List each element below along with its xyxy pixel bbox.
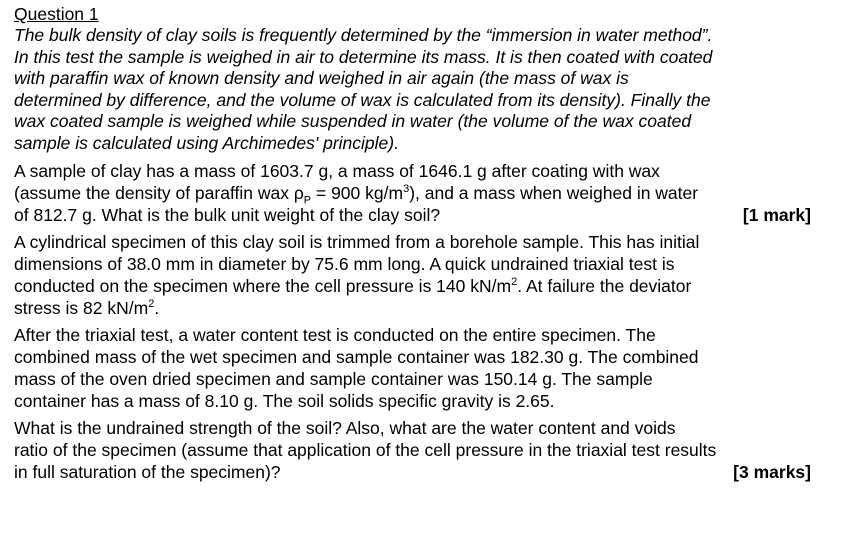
intro-line: with paraffin wax of known density and weighed in air again (the mass of wax is xyxy=(14,68,629,88)
part1-line xyxy=(14,204,811,226)
text-run: = 900 kg/m xyxy=(311,183,404,203)
superscript: 3 xyxy=(403,183,410,196)
superscript: 2 xyxy=(148,298,155,311)
intro-paragraph xyxy=(14,25,824,154)
part2-line xyxy=(14,275,824,297)
text-run: conducted on the specimen where the cell pressure is 140 kN/m xyxy=(14,276,512,296)
part4-line: What is the undrained strength of the soil? Also, what are the water content and voids xyxy=(14,418,676,438)
part4-line: ratio of the specimen (assume that application of the cell pressure in the triaxial test results xyxy=(14,440,717,460)
text-run: of 812.7 g. What is the bulk unit weight of the clay soil? xyxy=(14,205,441,225)
intro-line: wax coated sample is weighed while suspended in water (the volume of the wax coated xyxy=(14,111,692,131)
text-run: . At failure the deviator xyxy=(517,276,692,296)
intro-line: sample is calculated using Archimedes' principle). xyxy=(14,132,399,153)
part4-line xyxy=(14,461,811,483)
part1-line: A sample of clay has a mass of 1603.7 g, a mass of 1646.1 g after coating with wax xyxy=(14,161,660,181)
part2-line: A cylindrical specimen of this clay soil is trimmed from a borehole sample. This has initial xyxy=(14,232,700,252)
part1-line xyxy=(14,182,824,207)
marks-label: [3 marks] xyxy=(733,462,811,482)
question-document xyxy=(14,4,824,488)
text-run: in full saturation of the specimen)? xyxy=(14,462,281,482)
text-run: (assume the density of paraffin wax ρ xyxy=(14,183,304,203)
text-run: ), and a mass when weighed in water xyxy=(409,183,699,203)
intro-line: In this test the sample is weighed in air to determine its mass. It is then coated with coated xyxy=(14,46,713,67)
intro-line: determined by difference, and the volume of wax is calculated from its density). Finally the xyxy=(14,89,711,110)
superscript: 2 xyxy=(511,276,518,289)
text-run: . xyxy=(154,298,160,318)
part3-line: container has a mass of 8.10 g. The soil solids specific gravity is 2.65. xyxy=(14,391,555,411)
part3-line: After the triaxial test, a water content test is conducted on the entire specimen. The xyxy=(14,325,656,345)
text-run: stress is 82 kN/m xyxy=(14,298,149,318)
part2-line: dimensions of 38.0 mm in diameter by 75.6 mm long. A quick undrained triaxial test is xyxy=(14,254,675,274)
subscript: P xyxy=(303,194,312,207)
part1-paragraph xyxy=(14,160,824,226)
part2-paragraph xyxy=(14,231,824,319)
part3-line: combined mass of the wet specimen and sample container was 182.30 g. The combined xyxy=(14,347,699,367)
marks-label: [1 mark] xyxy=(742,205,811,225)
part3-line: mass of the oven dried specimen and sample container was 150.14 g. The sample xyxy=(14,369,653,389)
part4-paragraph xyxy=(14,417,824,483)
intro-line: The bulk density of clay soils is frequently determined by the “immersion in water method”. xyxy=(14,25,713,45)
question-heading: Question 1 xyxy=(14,4,99,24)
part3-paragraph xyxy=(14,324,824,412)
part2-line xyxy=(14,297,824,319)
